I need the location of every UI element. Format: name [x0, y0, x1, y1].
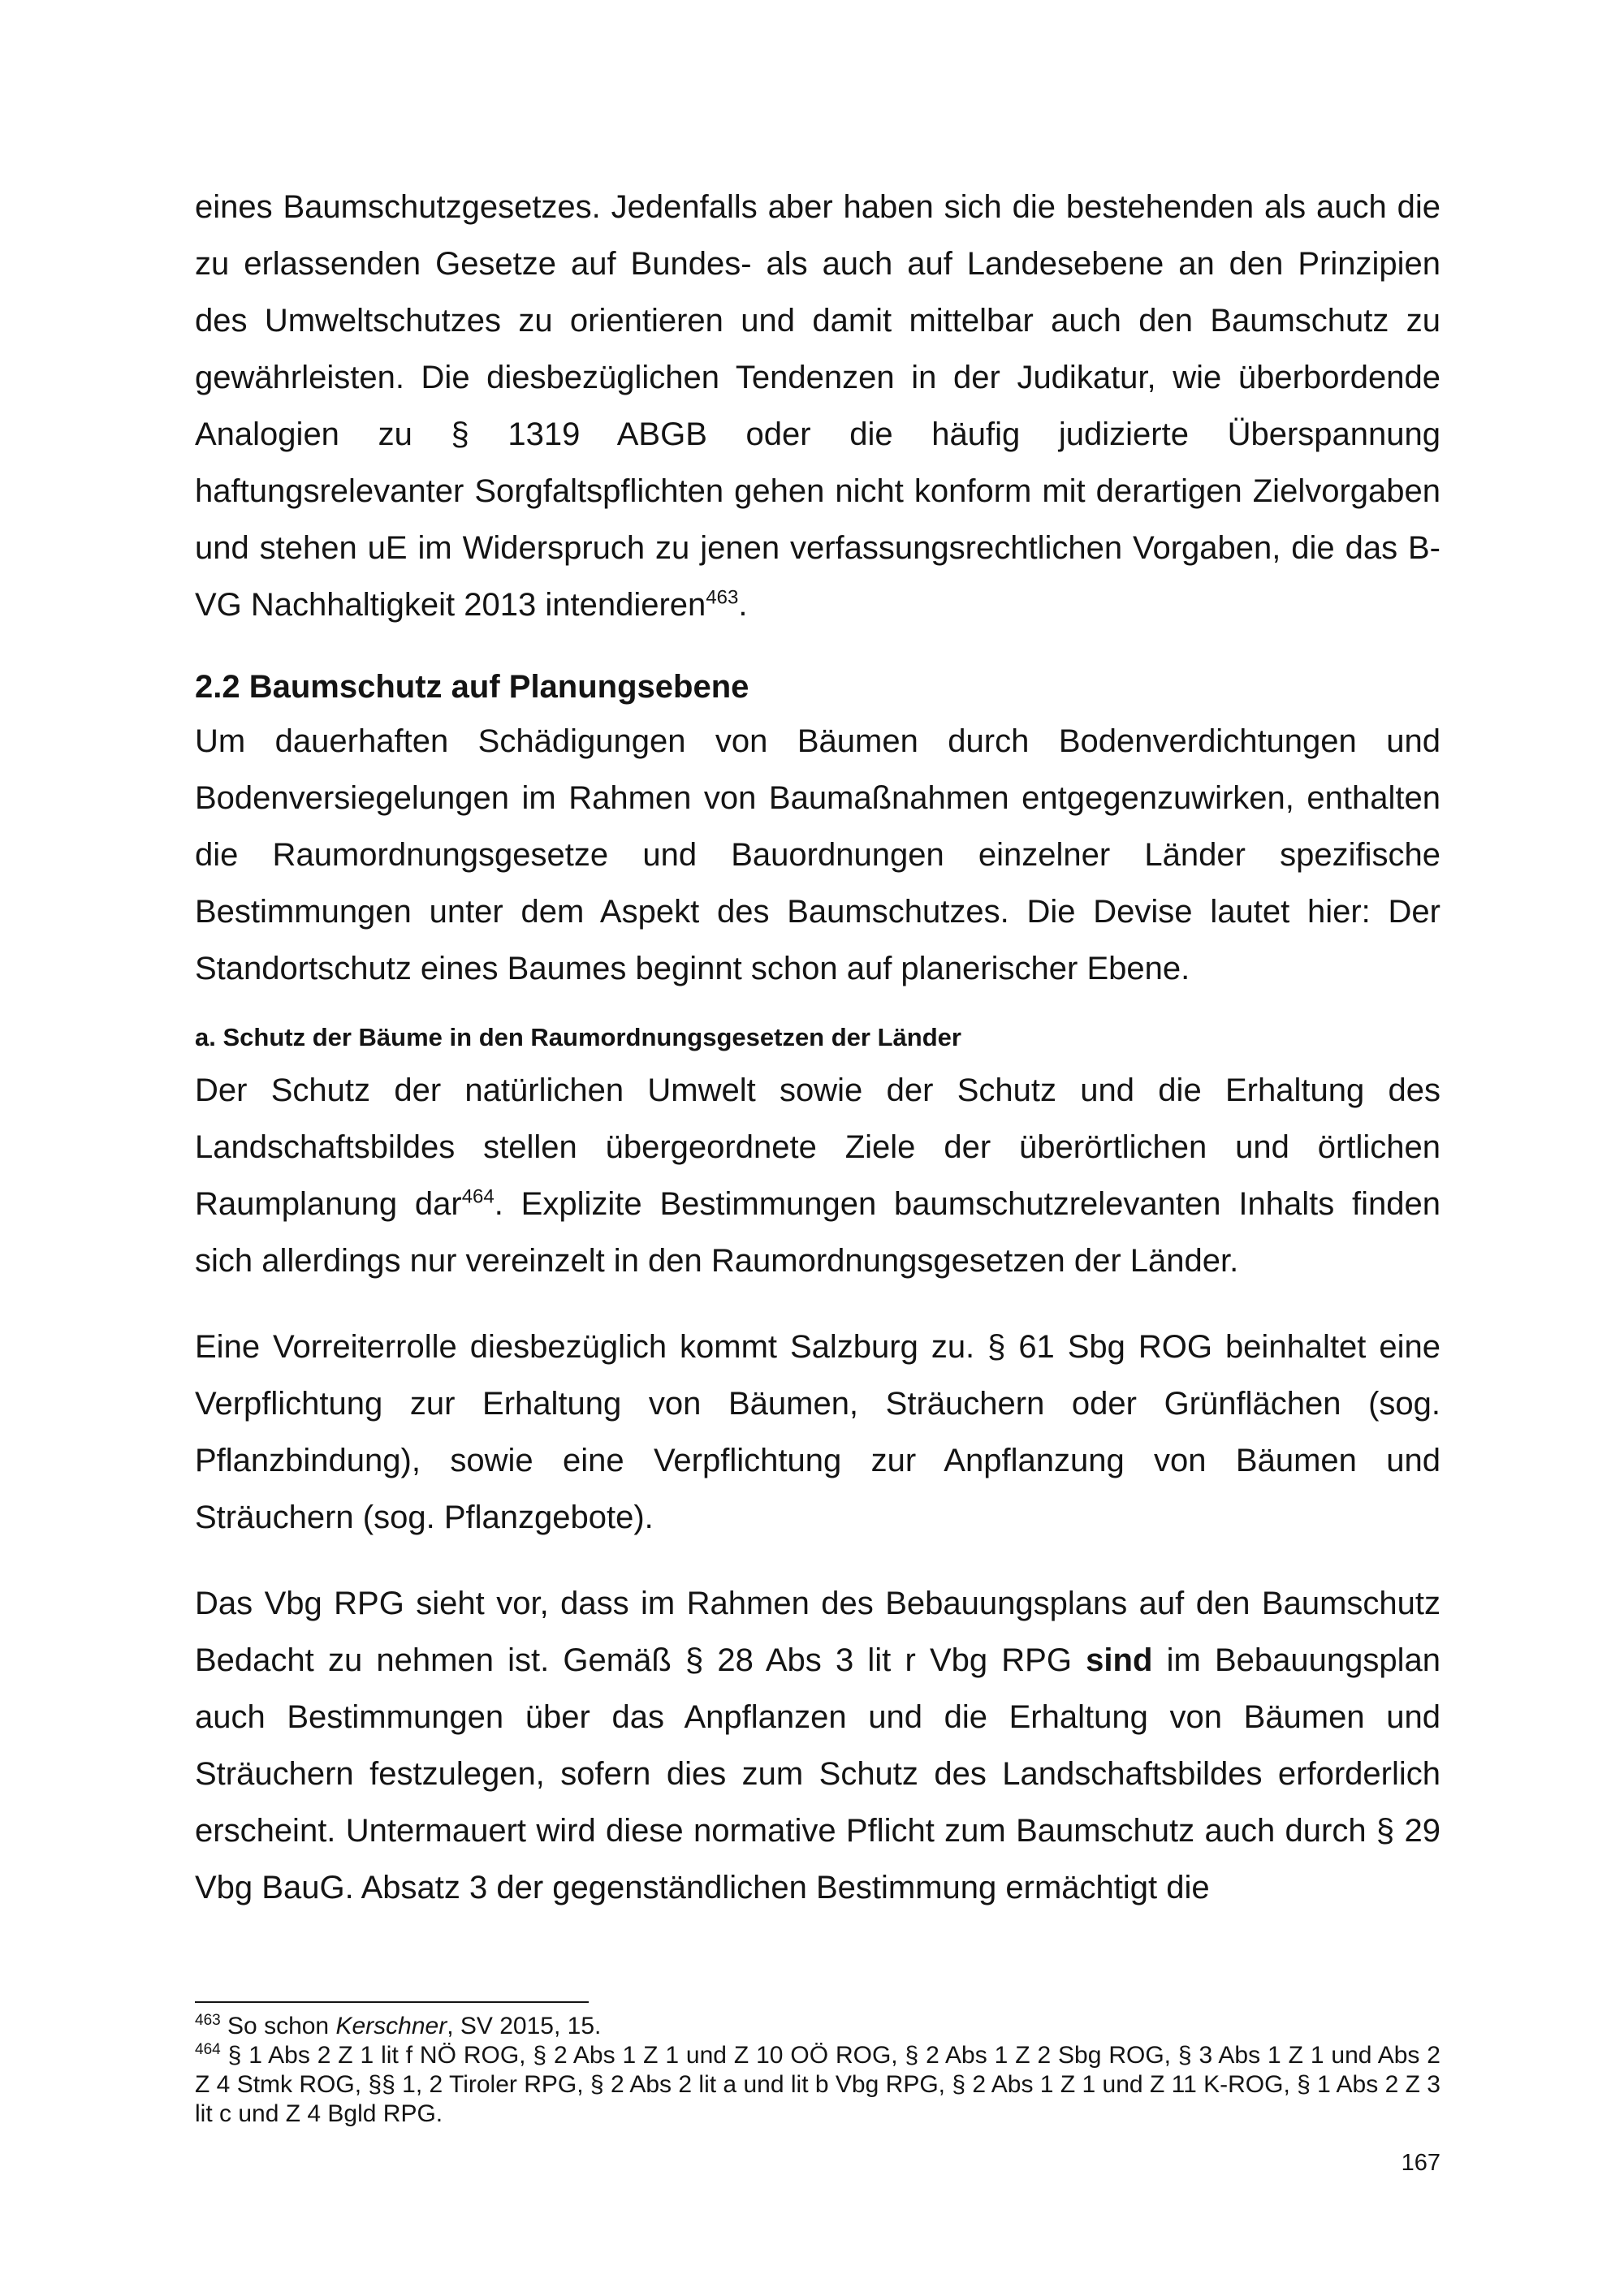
footnote-464 [195, 2041, 1440, 2129]
paragraph-5-bold: sind [1086, 1642, 1153, 1678]
footnote-463-suffix: , SV 2015, 15. [447, 2013, 602, 2039]
paragraph-1-text: eines Baumschutzgesetzes. Jedenfalls aber haben sich die bestehenden als auch die zu erlassenden Gesetze auf Bundes- als auch auf Landesebene an den Prinzipien des Umweltschutzes zu orientieren und damit mittelbar auch den Baumschutz zu gewährleisten. Die diesbezüglichen Tendenzen in der Judikatur, wie überbordende Analogien zu § 1319 ABGB oder die häufig judizierte Überspannung haftungsrelevanter Sorgfaltspflichten gehen nicht konform mit derartigen Zielvorgaben und stehen uE im Widerspruch zu jenen verfassungsrechtlichen Vorgaben, die das B-VG Nachhaltigkeit 2013 intendieren [195, 189, 1440, 623]
page-number: 167 [1401, 2150, 1440, 2176]
footnotes [195, 2012, 1440, 2129]
main-text [195, 179, 1440, 1916]
section-heading: 2.2 Baumschutz auf Planungsebene [195, 669, 749, 705]
paragraph-3 [195, 1062, 1440, 1289]
footnote-ref-464[interactable]: 464 [461, 1185, 495, 1208]
paragraph-1 [195, 179, 1440, 633]
footnote-463-number: 463 [195, 2012, 221, 2029]
paragraph-1-end: . [738, 587, 748, 623]
footnote-separator [195, 2001, 589, 2003]
paragraph-5-before: Das Vbg RPG sieht vor, dass im Rahmen des Bebauungsplans auf den Baumschutz Bedacht zu nehmen ist. Gemäß § 28 Abs 3 lit r Vbg RPG [195, 1586, 1440, 1678]
footnote-463 [195, 2012, 1440, 2041]
footnote-463-author: Kerschner [335, 2013, 447, 2039]
footnote-464-text: § 1 Abs 2 Z 1 lit f NÖ ROG, § 2 Abs 1 Z 1 und Z 10 OÖ ROG, § 2 Abs 1 Z 2 Sbg ROG, § 3 Abs 1 Z 1 und Abs 2 Z 4 Stmk ROG, §§ 1, 2 Tiroler RPG, § 2 Abs 2 lit a und lit b Vbg RPG, § 2 Abs 1 Z 1 und Z 11 K-ROG, § 1 Abs 2 Z 3 lit c und Z 4 Bgld RPG. [195, 2042, 1440, 2127]
paragraph-2: Um dauerhaften Schädigungen von Bäumen durch Bodenverdichtungen und Bodenversiegelungen im Rahmen von Baumaßnahmen entgegenzuwirken, enthalten die Raumordnungsgesetze und Bauordnungen einzelner Länder spezifische Bestimmungen unter dem Aspekt des Baumschutzes. Die Devise lautet hier: Der Standortschutz eines Baumes beginnt schon auf planerischer Ebene. [195, 723, 1440, 986]
sub-heading: a. Schutz der Bäume in den Raumordnungsgesetzen der Länder [195, 1023, 961, 1051]
paragraph-3-rest: . Explizite Bestimmungen baumschutzrelevanten Inhalts finden sich allerdings nur vereinzelt in den Raumordnungsgesetzen der Länder. [195, 1186, 1440, 1279]
paragraph-3-text: Der Schutz der natürlichen Umwelt sowie der Schutz und die Erhaltung des Landschaftsbildes stellen übergeordnete Ziele der überörtlichen und örtlichen Raumplanung dar [195, 1072, 1440, 1222]
footnote-463-prefix: So schon [220, 2013, 336, 2039]
paragraph-5-after: im Bebauungsplan auch Bestimmungen über das Anpflanzen und die Erhaltung von Bäumen und Sträuchern festzulegen, sofern dies zum Schutz des Landschaftsbildes erforderlich erscheint. Untermauert wird diese normative Pflicht zum Baumschutz auch durch § 29 Vbg BauG. Absatz 3 der gegenständlichen Bestimmung ermächtigt die [195, 1642, 1441, 1905]
paragraph-4: Eine Vorreiterrolle diesbezüglich kommt Salzburg zu. § 61 Sbg ROG beinhaltet eine Verpflichtung zur Erhaltung von Bäumen, Sträuchern oder Grünflächen (sog. Pflanzbindung), sowie eine Verpflichtung zur Anpflanzung von Bäumen und Sträuchern (sog. Pflanzgebote). [195, 1329, 1440, 1535]
footnote-ref-463[interactable]: 463 [706, 586, 739, 609]
footnote-464-number: 464 [195, 2041, 221, 2058]
paragraph-5 [195, 1575, 1440, 1916]
